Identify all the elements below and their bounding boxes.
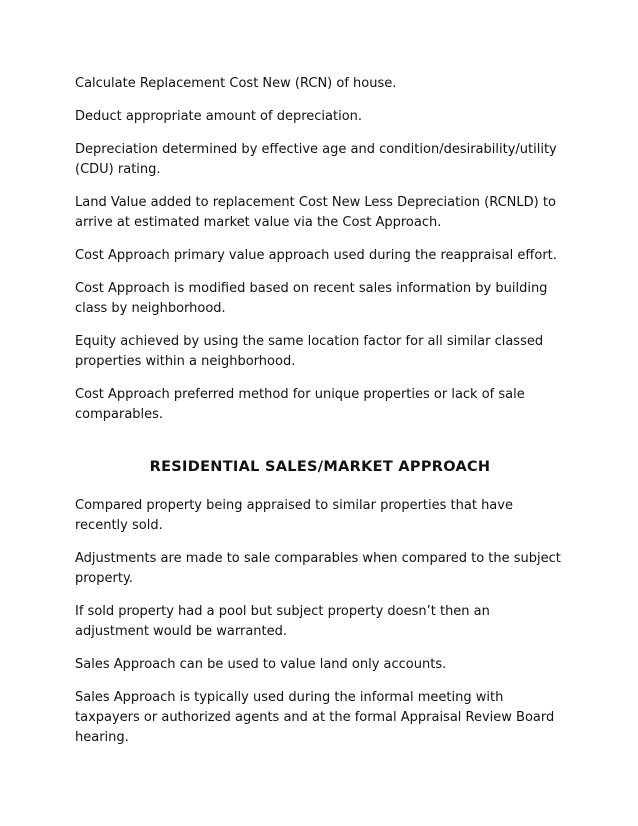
document-page: [75, 74, 565, 761]
paragraph: Cost Approach is modified based on recent sales information by building class by neighborhood.: [75, 281, 548, 316]
paragraph: Sales Approach can be used to value land only accounts.: [75, 657, 447, 672]
paragraph: Cost Approach primary value approach used during the reappraisal effort.: [75, 248, 557, 263]
paragraph: If sold property had a pool but subject property doesn’t then an adjustment would be warranted.: [75, 604, 490, 639]
paragraph: Land Value added to replacement Cost New Less Depreciation (RCNLD) to arrive at estimated market value via the Cost Approach.: [75, 195, 556, 230]
cost-approach-section: [75, 74, 565, 425]
paragraph: Adjustments are made to sale comparables when compared to the subject property.: [75, 551, 561, 586]
paragraph: Equity achieved by using the same location factor for all similar classed properties within a neighborhood.: [75, 334, 544, 369]
paragraph: Sales Approach is typically used during the informal meeting with taxpayers or authorized agents and at the formal Appraisal Review Board hearing.: [75, 690, 555, 745]
section-heading: RESIDENTIAL SALES/MARKET APPROACH: [149, 459, 491, 475]
paragraph: Calculate Replacement Cost New (RCN) of house.: [75, 76, 397, 91]
sales-approach-section: [75, 496, 565, 748]
paragraph: Compared property being appraised to similar properties that have recently sold.: [75, 498, 513, 533]
paragraph: Deduct appropriate amount of depreciation.: [75, 109, 363, 124]
paragraph: Depreciation determined by effective age and condition/desirability/utility (CDU) rating.: [75, 142, 557, 177]
paragraph: Cost Approach preferred method for unique properties or lack of sale comparables.: [75, 387, 525, 422]
